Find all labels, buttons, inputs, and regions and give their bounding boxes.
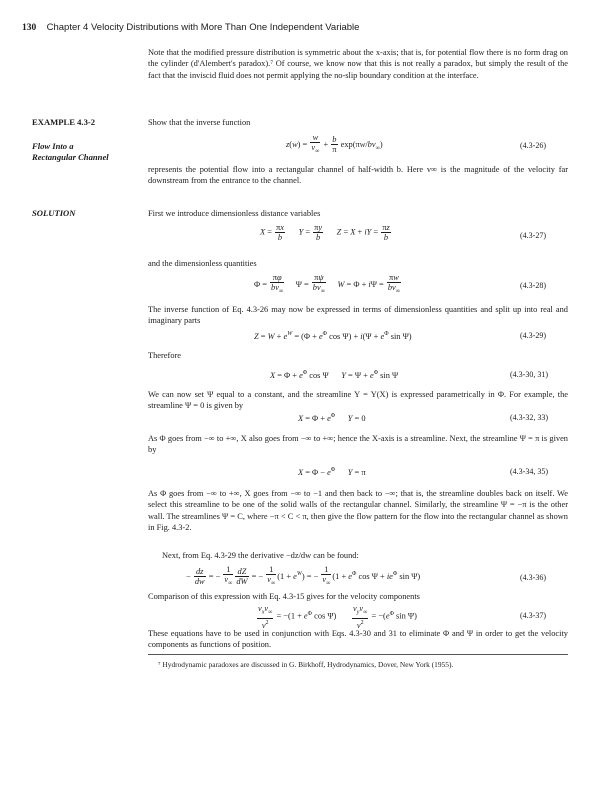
equation-number-36: (4.3-36) — [520, 573, 546, 582]
solution-p9: These equations have to be used in conjunction with Eqs. 4.3-30 and 31 to eliminate Φ and Ψ in order to get the velocity components as functions of position. — [148, 629, 568, 650]
solution-p3: The inverse function of Eq. 4.3-26 may now be expressed in terms of dimensionless quantities and split up into real and imaginary parts — [148, 305, 568, 326]
equation-4-3-29: $Z = W + e^W = (\Phi + e^\Phi$ $\cos \Psi) + i(\Psi + e^\Phi$ sin Ψ) — [254, 331, 412, 341]
solution-p6: As Φ goes from −∞ to +∞, X goes from −∞ to −1 and then back to −∞; that is, the streamline doubles back on itself. We select this streamline to be one of the solid walls of the rectangular channel. Similarly, the streamline Ψ = −π is the other wall. The streamlines Ψ = C, where −π < C < π, then give the flow pattern for the flow into the rectangular channel as shown in Fig. 4.3-2. — [148, 489, 568, 533]
therefore-text: Therefore — [148, 351, 182, 360]
solution-label: SOLUTION — [32, 208, 76, 218]
solution-p7: Next, from Eq. 4.3-29 the derivative −dz/dw can be found: — [162, 551, 359, 560]
solution-p4: We can now set Ψ equal to a constant, and the streamline Y = Y(X) is expressed parametrically in Φ. For example, the streamline Ψ = 0 is given by — [148, 390, 568, 411]
equation-number-30-31: (4.3-30, 31) — [510, 370, 548, 379]
solution-p8: Comparison of this expression with Eq. 4.3-15 gives for the velocity components — [148, 592, 420, 601]
equation-number-37: (4.3-37) — [520, 611, 546, 620]
equation-4-3-30-31: $X = \Phi + e^\Phi$ cos Ψ $Y = \Psi + e^\Phi$ sin Ψ — [270, 370, 399, 380]
equation-4-3-36: − $\frac{dz}{dw}$ = − $\frac{1}{v_\infty}$ $\frac{dZ}{dW}$ = − $\frac{1}{v_\infty}$ $(1 + e^W)$ = − $\frac{1}{v_\infty}$ ($1 + e^\Phi$ $\cos \Psi + ie^\Phi$ sin Ψ) — [186, 565, 421, 587]
equation-4-3-37: $v_xv_\infty$ $v^2$ = $-(1 + e^\Phi$ cos Ψ) $v_yv_\infty$ $v^2$ = $-(e^\Phi$ sin Ψ) — [258, 604, 417, 630]
equation-4-3-28: Φ = $\frac{\pi\varphi}{bv_\infty}$ Ψ = $\frac{\pi\psi}{bv_\infty}$ W = Φ + iΨ = $\frac{\pi w}{bv_\infty}$ — [254, 273, 400, 295]
footnote-rule — [148, 654, 568, 655]
solution-p5: As Φ goes from −∞ to +∞, X also goes from −∞ to +∞; hence the X-axis is a streamline. Next, the streamline Ψ = π is given by — [148, 434, 568, 455]
equation-number-32-33: (4.3-32, 33) — [510, 413, 548, 422]
chapter-title: Chapter 4 Velocity Distributions with More Than One Independent Variable — [46, 22, 360, 33]
example-description: represents the potential flow into a rectangular channel of half-width b. Here v∞ is the magnitude of the velocity far downstream from the entrance to the channel. — [148, 165, 568, 186]
equation-number-29: (4.3-29) — [520, 331, 546, 340]
footnote: ⁷ Hydrodynamic paradoxes are discussed in G. Birkhoff, Hydrodynamics, Dover, New York (1955). — [158, 660, 454, 669]
equation-4-3-27: X = $\frac{\pi x}{b}$ Y = $\frac{\pi y}{b}$ Z = X + iY = $\frac{\pi z}{b}$ — [260, 223, 390, 242]
example-statement: Show that the inverse function — [148, 118, 251, 127]
equation-4-3-26: z(w) = $\frac{w}{v_\infty}$ + $\frac{b}{\pi}$ $\exp(\pi w/bv_\infty)$ — [286, 133, 383, 155]
intro-paragraph: Note that the modified pressure distribution is symmetric about the x-axis; that is, for potential flow there is no form drag on the cylinder (d'Alembert's paradox).⁷ Of course, we know now that this is not really a paradox, but simply the result of the fact that the inviscid fluid does not permit applying the no-slip boundary condition at the interface. — [148, 48, 568, 80]
equation-number-28: (4.3-28) — [520, 281, 546, 290]
example-label: EXAMPLE 4.3-2 — [32, 117, 96, 127]
equation-number-27: (4.3-27) — [520, 231, 546, 240]
solution-p2: and the dimensionless quantities — [148, 259, 257, 268]
solution-p1: First we introduce dimensionless distance variables — [148, 209, 321, 218]
equation-number-34-35: (4.3-34, 35) — [510, 467, 548, 476]
running-header — [22, 22, 359, 33]
page-number: 130 — [22, 23, 37, 33]
example-title-line1: Flow Into a — [32, 141, 74, 151]
equation-4-3-34-35: $X = \Phi - e^\Phi$ Y = π — [298, 467, 366, 477]
equation-4-3-32-33: $X = \Phi + e^\Phi$ Y = 0 — [298, 413, 366, 423]
example-title-line2: Rectangular Channel — [32, 152, 109, 162]
equation-number-26: (4.3-26) — [520, 141, 546, 150]
